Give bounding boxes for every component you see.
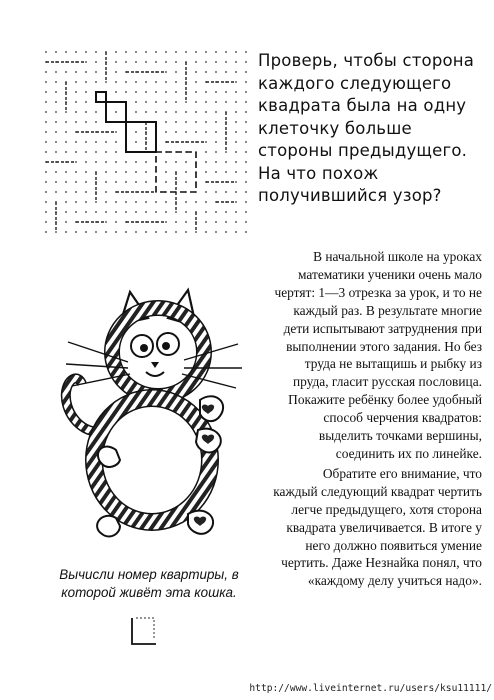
answer-box — [126, 614, 162, 648]
square-1 — [96, 92, 106, 102]
cat-illustration — [38, 282, 253, 552]
caption: Вычисли номер квартиры, в которой живёт эта кошка. — [59, 567, 239, 600]
task-text: Проверь, чтобы сторона каждого следующего квадрата была на одну клеточку больше стороны предыдущего. На что похож получившийся узор? — [258, 51, 475, 205]
note-paragraph: Обратите его внимание, что каждый следующий квадрат чертить легче предыдущего, хотя сторона квадрата увеличивается. В итоге у него должно появиться умение чертить. Даже Незнайка понял, что «каждому делу учиться надо». — [273, 465, 482, 589]
parent-note — [268, 248, 482, 590]
note-paragraph: В начальной школе на уроках математики ученики очень мало чертят: 1—3 отрезка за урок, и то не каждый раз. В результате многие дети испытывают затруднения при выполнении этого задания. Но без труда не вытащишь и рыбку из пруда, гласит русская пословица. Покажите ребёнку более удобный способ черчения квадратов: выделить точками вершины, соединить их по линейке. — [274, 249, 482, 461]
footer-url: http://www.liveinternet.ru/users/ksu11111/ — [249, 683, 492, 694]
dotted-grid-figure — [40, 46, 252, 236]
square-3 — [126, 122, 156, 152]
